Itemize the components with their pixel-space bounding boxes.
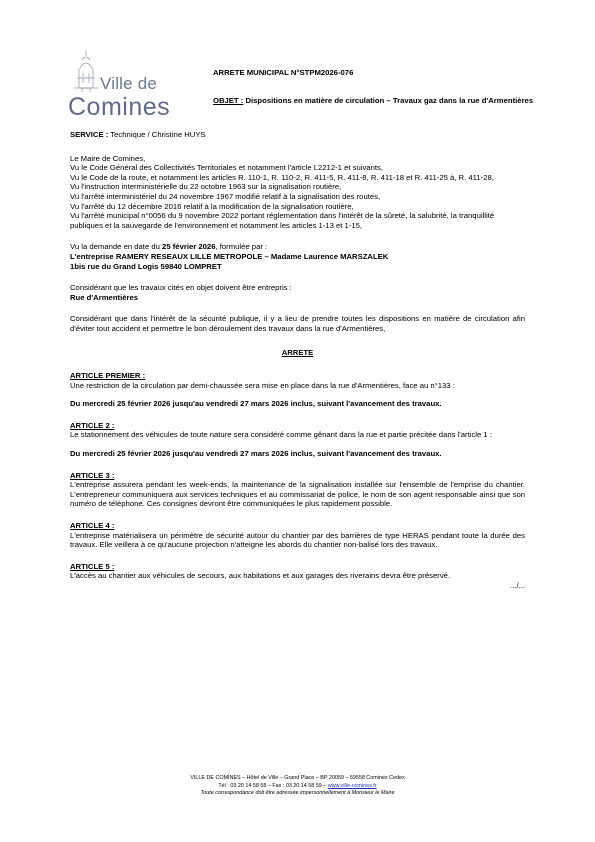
- article-2-dates: Du mercredi 25 février 2026 jusqu'au vendredi 27 mars 2026 inclus, suivant l'avancement des travaux.: [70, 449, 442, 459]
- article-1-title: ARTICLE PREMIER :: [70, 371, 146, 381]
- article-3-title: ARTICLE 3 :: [70, 470, 115, 480]
- article-2-title: ARTICLE 2 :: [70, 420, 115, 430]
- article-5-text: L'accès au chantier aux véhicules de secours, aux habitations et aux garages des riverains devra être préservé.: [70, 571, 451, 581]
- demande-address: 1bis rue du Grand Logis 59840 LOMPRET: [70, 261, 222, 271]
- logo-ville-de-text: Ville de: [100, 74, 158, 93]
- company-label: L'entreprise: [70, 251, 116, 261]
- service-label: SERVICE :: [70, 130, 109, 139]
- article-4-title: ARTICLE 4 :: [70, 521, 115, 531]
- considerant-2: Considérant que dans l'intérêt de la sécurité publique, il y a lieu de prendre toutes les dispositions en matière de circulation afin d'éviter tout accident et permettre le bon déroulement des travaux dans la rue d'Armentières,: [70, 314, 525, 333]
- objet-block: [213, 95, 553, 106]
- footer-phone-fax: Tél : 03 20 14 58 58 – Fax : 03 20 14 58 59 –: [218, 782, 328, 789]
- footer-contact: [70, 783, 525, 791]
- demande-company: [70, 252, 525, 262]
- footer-address: VILLE DE COMINES – Hôtel de Ville – Grand Place – BP 20059 – 59558 Comines Cedex: [190, 775, 405, 781]
- vu-line: Vu le Code Général des Collectivités Territoriales et notamment l'article L2212-1 et suivants,: [70, 163, 383, 173]
- article-4-text: L'entreprise matérialisera un périmètre de sécurité autour du chantier par des barrières de type HERAS pendant toute la durée des travaux. Elle veillera à ce qu'aucune projection n'atteigne les abords du chantier non-balisé lors des travaux.: [70, 530, 525, 550]
- article-3-text: L'entreprise assurera pendant les week-ends, la maintenance de la signalisation installée sur l'ensemble de l'emprise du chantier. L'entrepreneur communiquera aux services techniques et au commissariat de police, le nom de son agent responsable ainsi que son numéro de téléphone. Ces consignes devront être communiquées le plus rapidement possible.: [70, 480, 525, 509]
- considerant-street: Rue d'Armentières: [70, 292, 139, 302]
- page-footer: [70, 775, 525, 798]
- considerant-1: Considérant que les travaux cités en objet doivent être entrepris :: [70, 283, 292, 293]
- demande-date: 25 février 2026: [162, 242, 216, 252]
- arrete-number: ARRETE MUNICIPAL N°STPM2026-076: [213, 68, 354, 77]
- demande-suffix: , formulée par :: [215, 242, 268, 252]
- vu-line: Vu l'instruction interministérielle du 22 octobre 1963 sur la signalisation routière,: [70, 182, 342, 192]
- footer-website-link[interactable]: www.ville-comines.fr: [327, 782, 377, 789]
- demande-line: [70, 242, 525, 252]
- logo-comines-text: Comines: [68, 93, 171, 121]
- vu-line: Vu l'arrêté interministériel du 24 novembre 1967 modifié relatif à la signalisation des routes,: [70, 191, 381, 201]
- vu-line: Vu l'arrêté municipal n°0056 du 9 novembre 2022 portant réglementation dans l'intérêt de la sûreté, la salubrité, la tranquillité publiques et la sauvegarde de l'environnement et notamment les articles 1-13 et 1-15,: [70, 211, 495, 230]
- footer-notice: Toute correspondance doit être adressée impersonnellement à Monsieur le Maire: [200, 790, 395, 797]
- comines-logo: [66, 48, 171, 123]
- demande-prefix: Vu la demande en date du: [70, 242, 163, 252]
- article-1-text: Une restriction de la circulation par demi-chaussée sera mise en place dans la rue d'Armentières, face au n°133 :: [70, 380, 455, 390]
- document-body: [70, 130, 525, 591]
- objet-text: Dispositions en matière de circulation – Travaux gaz dans la rue d'Armentières: [243, 96, 534, 105]
- service-line: [70, 130, 525, 140]
- vu-line: Vu le Code de la route, et notamment les articles R. 110-1, R. 110-2, R. 411-5, R. 411-8, R. 411-18 et R. 411-25 à, R. 411-28,: [70, 172, 494, 182]
- company-name: RAMERY RESEAUX LILLE METROPOLE – Madame Laurence MARSZALEK: [115, 251, 389, 261]
- service-text: Technique / Christine HUYS: [108, 130, 206, 139]
- continuation-mark: .../...: [510, 581, 525, 590]
- objet-label: OBJET :: [213, 96, 244, 105]
- vu-line: Le Maire de Comines,: [70, 153, 146, 163]
- article-1-dates: Du mercredi 25 février 2026 jusqu'au vendredi 27 mars 2026 inclus, suivant l'avancement des travaux.: [70, 399, 442, 409]
- arrete-heading: ARRETE: [281, 347, 314, 357]
- vu-line: Vu l'arrêté du 12 décembre 2016 relatif à la modification de la signalisation routière,: [70, 201, 354, 211]
- article-5-title: ARTICLE 5 :: [70, 561, 115, 571]
- article-2-text: Le stationnement des véhicules de toute nature sera considéré comme gênant dans la rue et partie précitée dans l'article 1 :: [70, 430, 492, 440]
